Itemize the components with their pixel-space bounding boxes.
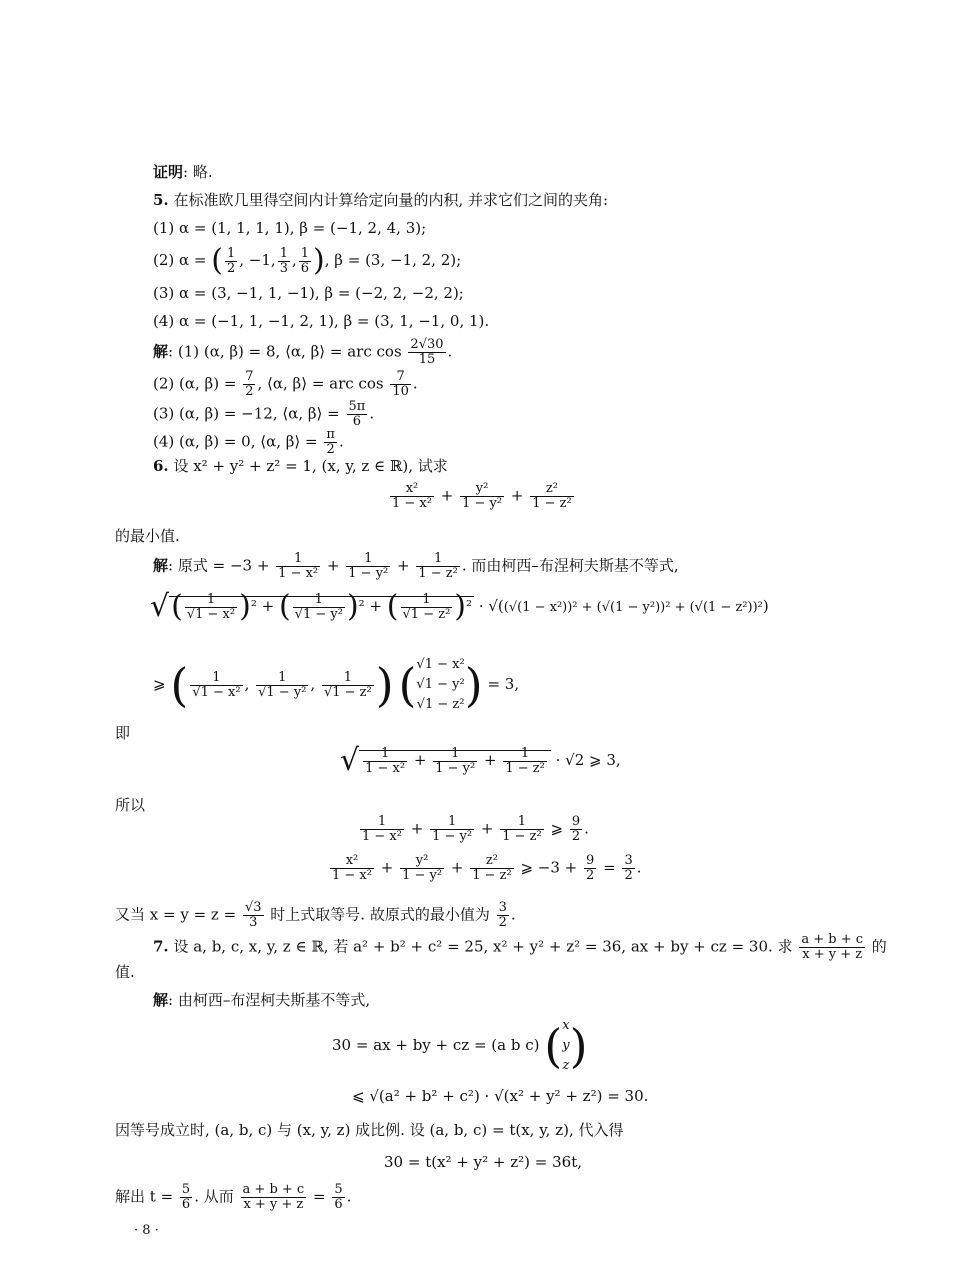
p7-line3: 因等号成立时, (a, b, c) 与 (x, y, z) 成比例. 设 (a, b, c) = t(x, y, z), 代入得 bbox=[115, 1121, 624, 1139]
p6-ji: 即 bbox=[115, 724, 131, 742]
p5-item-4: (4) α = (−1, 1, −1, 2, 1), β = (3, 1, −1, 0, 1). bbox=[153, 312, 490, 330]
frac-5pi-6: $\frac{5\pi}{6}$ bbox=[348, 399, 366, 429]
column-vector: x y z bbox=[562, 1018, 570, 1073]
column-vector: √1 − x² √1 − y² √1 − z² bbox=[416, 657, 465, 712]
solution-label: 解 bbox=[153, 556, 169, 575]
frac-pi-2: $\frac{\pi}{2}$ bbox=[326, 427, 335, 457]
p6-suoyi: 所以 bbox=[115, 796, 146, 814]
problem-text: 设 a, b, c, x, y, z ∈ ℝ, 若 a² + b² + c² = 25, x² + y² + z² = 36, ax + by + cz = 30. 求 bbox=[173, 937, 793, 956]
p6-sqrt-ineq: √ $\frac{1}{\text{1 − x²}}$ + $\frac{1}{\text{1 − y²}}$ + $\frac{1}{\text{1 − z²}}$ · √2 ⩾ 3, bbox=[340, 743, 621, 778]
sqrt-sum: (√(1 − x²))² + (√(1 − y²))² + (√(1 − z²))² bbox=[503, 600, 763, 615]
solution-text: . 而由柯西–布涅柯夫斯基不等式, bbox=[461, 556, 679, 575]
solution-text: : 由柯西–布涅柯夫斯基不等式, bbox=[168, 991, 371, 1009]
problem-text: 在标准欧几里得空间内计算给定向量的内积, 并求它们之间的夹角: bbox=[173, 191, 609, 209]
frac-half: $\frac{1}{2}$ bbox=[226, 245, 236, 276]
proof-label: 证明 bbox=[153, 163, 184, 181]
solution-text: (4) (α, β) = 0, ⟨α, β⟩ = bbox=[153, 432, 318, 451]
p7-stem-line2: 值. bbox=[115, 963, 135, 981]
solution-text: , ⟨α, β⟩ = arc cos bbox=[257, 374, 384, 393]
proof-line bbox=[153, 162, 213, 182]
p6-tail: 的最小值. bbox=[115, 527, 180, 545]
p6-final-ineq: $\frac{\text{x²}}{\text{1 − x²}}$ + $\frac{\text{y²}}{\text{1 − y²}}$ + $\frac{\text{z²}}{\text{1 − z²}}$ ⩾ −3 + $\frac{9}{2}$ = $\frac{3}{2}$ . bbox=[332, 853, 642, 883]
frac: $\frac{\text{y²}}{\text{1 − y²}}$ bbox=[462, 481, 503, 511]
p6-conclusion: 又当 x = y = z = $\frac{√3}{3}$ 时上式取等号. 故原式的最小值为 $\frac{3}{2}$ . bbox=[115, 900, 516, 930]
p5-item-2-b: , β = (3, −1, 2, 2); bbox=[324, 251, 462, 269]
p6-inner-product: ⩾ ( $\frac{1}{\text{√1 − x²}}$ , $\frac{1}{\text{√1 − y²}}$ , $\frac{1}{\text{√1 − z²}}$ ) ( √1 − x² √1 − y² √1 − z² ) = 3, bbox=[153, 655, 519, 715]
minus-one: , −1, bbox=[239, 251, 276, 269]
p6-solution: 解: 原式 = −3 + $\frac{1}{\text{1 − x²}}$ + $\frac{1}{\text{1 − y²}}$ + $\frac{1}{\text{1 − z²}}$ . 而由柯西–布涅柯夫斯基不等式, bbox=[153, 551, 679, 581]
paren-right: ) bbox=[313, 243, 325, 278]
p6-expression: $\frac{\text{x²}}{\text{1 − x²}}$ + $\frac{\text{y²}}{\text{1 − y²}}$ + $\frac{\text{z²}}{\text{1 − z²}}$ bbox=[392, 481, 572, 511]
problem-text: 设 x² + y² + z² = 1, (x, y, z ∈ ℝ), 试求 bbox=[173, 457, 448, 475]
frac-ratio: $\frac{a + b + c}{x + y + z}$ bbox=[801, 932, 864, 962]
p5-solution-2: (2) (α, β) = $\frac{7}{2}$ , ⟨α, β⟩ = arc cos $\frac{7}{10}$ . bbox=[153, 369, 418, 399]
frac: $\frac{1}{\text{1 − z²}}$ bbox=[418, 551, 458, 581]
p5-solution-3: (3) (α, β) = −12, ⟨α, β⟩ = $\frac{5\pi}{6}$ . bbox=[153, 399, 375, 429]
problem-number: 7. bbox=[153, 937, 169, 956]
page-number: · 8 · bbox=[134, 1223, 159, 1238]
p5-item-2-a: (2) α = bbox=[153, 251, 207, 269]
p5-item-2: (2) α = ( $\frac{1}{2}$ , −1, $\frac{1}{3}$ , $\frac{1}{6}$ ), β = (3, −1, 2, 2); bbox=[153, 243, 462, 278]
p6-cauchy-line: √( $\frac{1}{\text{√1 − x²}}$ )² + ( $\frac{1}{\text{√1 − y²}}$ )² + ( $\frac{1}{\text{√1 − z²}}$ )² · √((√(1 − x²))² + (√(1 − y²))² + (√(1 − z²))²) bbox=[150, 589, 769, 624]
frac-2sqrt30-15: $\frac{2√30}{15}$ bbox=[410, 337, 444, 367]
problem-number: 5. bbox=[153, 191, 169, 209]
p7-eq2: ⩽ √(a² + b² + c²) · √(x² + y² + z²) = 30. bbox=[352, 1087, 649, 1105]
paren-left: ( bbox=[211, 243, 223, 278]
problem-number: 6. bbox=[153, 457, 169, 475]
p5-item-1: (1) α = (1, 1, 1, 1), β = (−1, 2, 4, 3); bbox=[153, 219, 427, 237]
problem-5-stem bbox=[153, 190, 608, 210]
p5-solution-1: 解: (1) (α, β) = 8, ⟨α, β⟩ = arc cos $\frac{2√30}{15}$ . bbox=[153, 337, 453, 367]
solution-text: (3) (α, β) = −12, ⟨α, β⟩ = bbox=[153, 404, 340, 423]
frac: $\frac{\text{z²}}{\text{1 − z²}}$ bbox=[532, 481, 572, 511]
p7-solution bbox=[153, 990, 370, 1010]
frac-7-10: $\frac{7}{10}$ bbox=[392, 369, 409, 399]
p5-item-3: (3) α = (3, −1, 1, −1), β = (−2, 2, −2, 2); bbox=[153, 284, 464, 302]
radicand: ( $\frac{1}{\text{√1 − x²}}$ )² + ( $\frac{1}{\text{√1 − y²}}$ )² + ( $\frac{1}{\text{√1 − z²}}$ )² bbox=[171, 589, 473, 624]
solution-text: (2) (α, β) = bbox=[153, 374, 237, 393]
p7-line4: 解出 t = $\frac{5}{6}$ . 从而 $\frac{a + b + c}{x + y + z}$ = $\frac{5}{6}$ . bbox=[115, 1182, 352, 1212]
solution-text: : (1) (α, β) = 8, ⟨α, β⟩ = arc cos bbox=[168, 342, 402, 361]
solution-label: 解 bbox=[153, 991, 169, 1009]
p7-eq1: 30 = ax + by + cz = (a b c) ( x y z ) bbox=[332, 1016, 588, 1076]
frac-7-2: $\frac{7}{2}$ bbox=[245, 369, 254, 399]
p7-eq3: 30 = t(x² + y² + z²) = 36t, bbox=[384, 1153, 582, 1171]
problem-7-stem: 7. 设 a, b, c, x, y, z ∈ ℝ, 若 a² + b² + c² = 25, x² + y² + z² = 36, ax + by + cz = 30. 求 $\frac{a + b + c}{x + y + z}$ 的 bbox=[153, 932, 887, 962]
p6-ineq-92: $\frac{1}{\text{1 − x²}}$ + $\frac{1}{\text{1 − y²}}$ + $\frac{1}{\text{1 − z²}}$ ⩾ $\frac{9}{2}$ . bbox=[362, 814, 589, 844]
problem-6-stem bbox=[153, 456, 448, 476]
proof-text: : 略. bbox=[183, 163, 213, 181]
frac-third: $\frac{1}{3}$ bbox=[279, 245, 288, 276]
frac: $\frac{1}{\text{1 − x²}}$ bbox=[278, 551, 319, 581]
solution-text: : 原式 = −3 + bbox=[168, 556, 270, 575]
sqrt-sign: √ bbox=[150, 589, 170, 624]
frac: $\frac{1}{\text{1 − y²}}$ bbox=[348, 551, 389, 581]
frac: $\frac{\text{x²}}{\text{1 − x²}}$ bbox=[392, 481, 432, 511]
p5-solution-4: (4) (α, β) = 0, ⟨α, β⟩ = $\frac{\pi}{2}$ . bbox=[153, 427, 344, 457]
solution-label: 解 bbox=[153, 342, 169, 361]
frac-sixth: $\frac{1}{6}$ bbox=[300, 245, 310, 276]
